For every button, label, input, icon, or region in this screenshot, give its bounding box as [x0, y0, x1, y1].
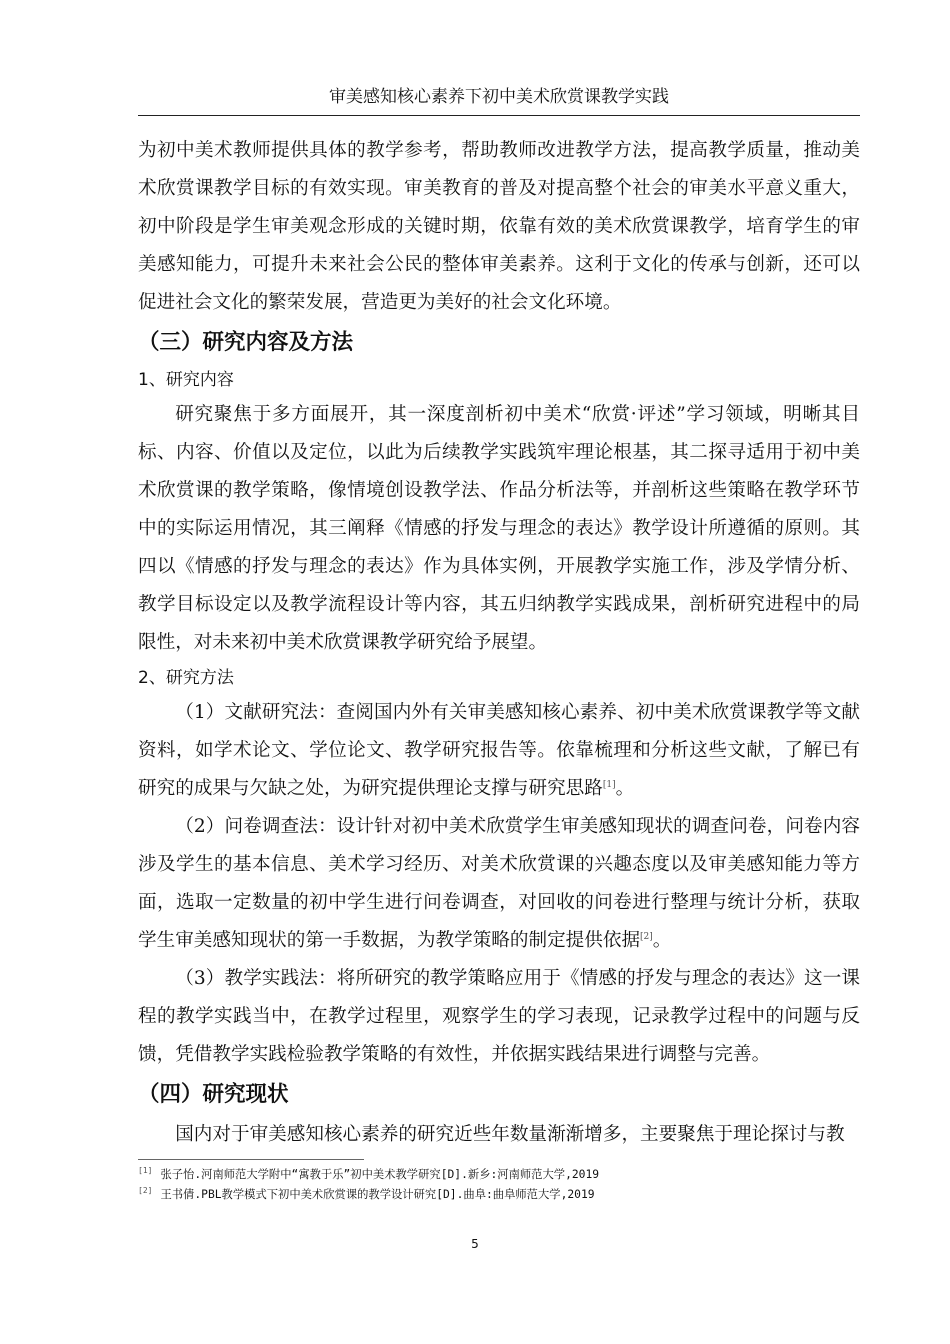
section-heading-research-status: （四）研究现状: [138, 1082, 289, 1107]
literature-method-text: （1）文献研究法：查阅国内外有关审美感知核心素养、初中美术欣赏课教学等文献资料，如学术论文、学位论文、教学研究报告等。依靠梳理和分析这些文献，了解已有研究的成果与欠缺之处，为研究提供理论支撑与研究思路: [138, 702, 860, 799]
footnote-2: [138, 1185, 860, 1205]
paragraph-literature-method: [138, 694, 860, 808]
page-body: [138, 132, 860, 1154]
subsection-heading-research-content: 1、研究内容: [138, 370, 234, 390]
footnote-text-2: 王书倩.PBL教学模式下初中美术欣赏课的教学设计研究[D].曲阜:曲阜师范大学,2019: [160, 1188, 595, 1201]
footnotes: [138, 1165, 860, 1205]
footnote-mark-1: [1]: [138, 1166, 153, 1176]
paragraph-research-content: 研究聚焦于多方面展开，其一深度剖析初中美术“欣赏·评述”学习领域，明晰其目标、内容、价值以及定位，以此为后续教学实践筑牢理论根基，其二探寻适用于初中美术欣赏课的教学策略，像情境创设教学法、作品分析法等，并剖析这些策略在教学环节中的实际运用情况，其三阐释《情感的抒发与理念的表达》教学设计所遵循的原则。其四以《情感的抒发与理念的表达》作为具体实例，开展教学实施工作，涉及学情分析、教学目标设定以及教学流程设计等内容，其五归纳教学实践成果，剖析研究进程中的局限性，对未来初中美术欣赏课教学研究给予展望。: [138, 404, 860, 653]
survey-method-end: 。: [652, 930, 672, 951]
survey-method-text: （2）问卷调查法：设计针对初中美术欣赏学生审美感知现状的调查问卷，问卷内容涉及学生的基本信息、美术学习经历、对美术欣赏课的兴趣态度以及审美感知能力等方面，选取一定数量的初中学生进行问卷调查，对回收的问卷进行整理与统计分析，获取学生审美感知现状的第一手数据，为教学策略的制定提供依据: [138, 816, 860, 951]
paragraph-practice-method: （3）教学实践法：将所研究的教学策略应用于《情感的抒发与理念的表达》这一课程的教学实践当中，在教学过程里，观察学生的学习表现，记录教学过程中的问题与反馈，凭借教学实践检验教学策略的有效性，并依据实践结果进行调整与完善。: [138, 968, 860, 1065]
footnote-mark-2: [2]: [138, 1186, 153, 1196]
citation-ref-2[interactable]: [2]: [640, 931, 653, 942]
paragraph-survey-method: [138, 808, 860, 960]
footnote-text-1: 张子怡.河南师范大学附中“寓教于乐”初中美术教学研究[D].新乡:河南师范大学,2019: [160, 1168, 600, 1181]
footnote-1: [138, 1165, 860, 1185]
page-number: 5: [471, 1237, 479, 1251]
paragraph-research-status: 国内对于审美感知核心素养的研究近些年数量渐渐增多，主要聚焦于理论探讨与教: [175, 1124, 845, 1145]
citation-ref-1[interactable]: [1]: [602, 779, 616, 790]
subsection-heading-research-methods: 2、研究方法: [138, 668, 234, 688]
header-divider: [138, 115, 860, 116]
footnote-divider: [138, 1159, 364, 1160]
literature-method-end: 。: [615, 778, 635, 799]
paragraph-intro: 为初中美术教师提供具体的教学参考，帮助教师改进教学方法，提高教学质量，推动美术欣赏课教学目标的有效实现。审美教育的普及对提高整个社会的审美水平意义重大，初中阶段是学生审美观念形成的关键时期，依靠有效的美术欣赏课教学，培育学生的审美感知能力，可提升未来社会公民的整体审美素养。这利于文化的传承与创新，还可以促进社会文化的繁荣发展，营造更为美好的社会文化环境。: [138, 140, 860, 313]
section-heading-research-content-methods: （三）研究内容及方法: [138, 330, 354, 355]
running-header: 审美感知核心素养下初中美术欣赏课教学实践: [329, 87, 669, 107]
